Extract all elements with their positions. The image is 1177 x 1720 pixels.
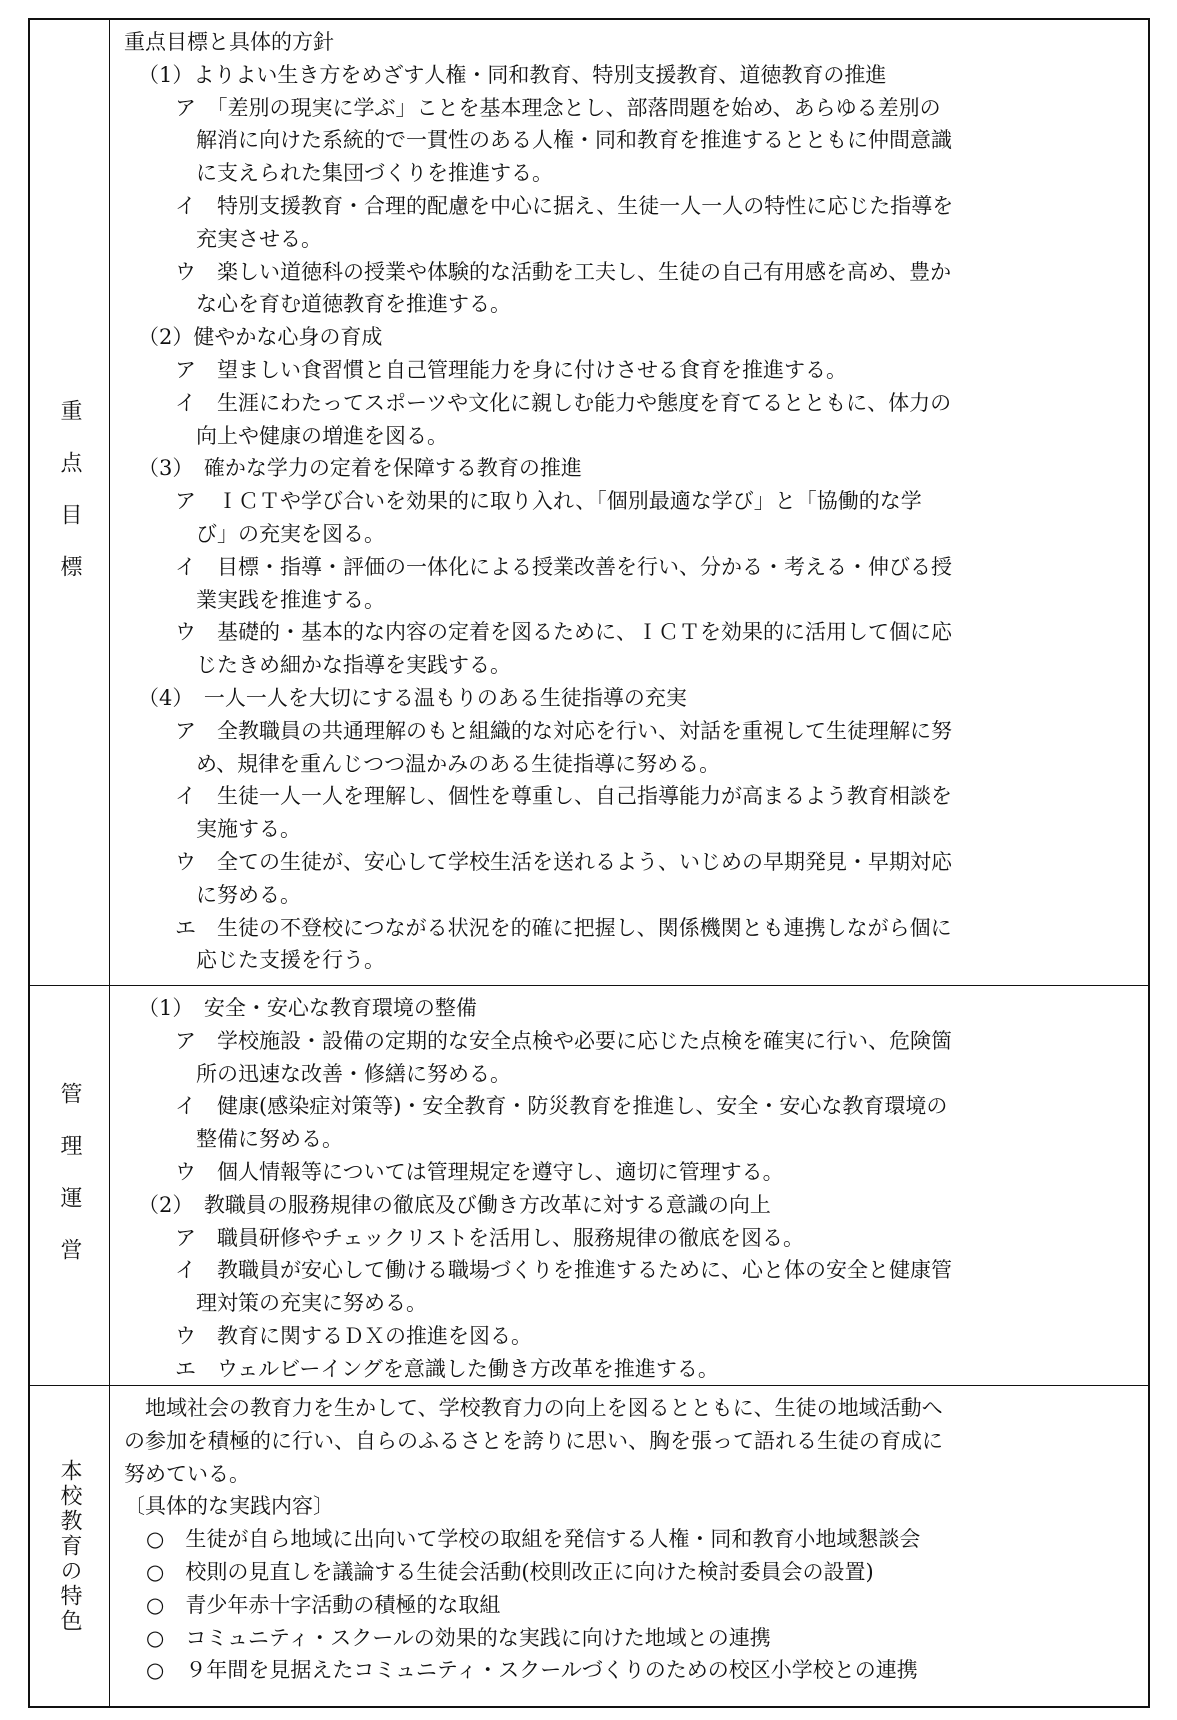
text-line: 理対策の充実に努める。 — [196, 1291, 427, 1316]
text-line: （3） 確かな学力の定着を保障する教育の推進 — [138, 456, 582, 481]
text-line: 地域社会の教育力を生かして、学校教育力の向上を図るとともに、生徒の地域活動へ — [145, 1396, 943, 1420]
text-line: ウ 全ての生徒が、安心して学校生活を送れるよう、いじめの早期発見・早期対応 — [175, 849, 952, 874]
text-line: （1）よりよい生き方をめざす人権・同和教育、特別支援教育、道徳教育の推進 — [138, 62, 887, 87]
text-line: び」の充実を図る。 — [196, 521, 385, 546]
text-line: （4） 一人一人を大切にする温もりのある生徒指導の充実 — [138, 685, 687, 710]
text-line: ア 望ましい食習慣と自己管理能力を身に付けさせる食育を推進する。 — [175, 357, 847, 382]
text-line: 重点目標と具体的方針 — [124, 30, 334, 54]
text-line: 業実践を推進する。 — [196, 587, 385, 612]
text-line: ○ 生徒が自ら地域に出向いて学校の取組を発信する人権・同和教育小地域懇談会 — [146, 1527, 921, 1552]
text-line: ア 全教職員の共通理解のもと組織的な対応を行い、対話を重視して生徒理解に努 — [175, 718, 952, 743]
section-label-school-features: 本校教育の特色 — [57, 1458, 82, 1634]
section-row-priority-goals — [30, 20, 1148, 986]
section-label-cell — [30, 1386, 110, 1706]
section-label-cell — [30, 986, 110, 1385]
text-line: 向上や健康の増進を図る。 — [196, 423, 448, 448]
text-line: （2） 教職員の服務規律の徹底及び働き方改革に対する意識の向上 — [138, 1192, 771, 1217]
text-line: じたきめ細かな指導を実践する。 — [196, 653, 511, 678]
text-line: イ 健康(感染症対策等)・安全教育・防災教育を推進し、安全・安心な教育環境の — [175, 1094, 948, 1119]
text-line: （1） 安全・安心な教育環境の整備 — [138, 996, 477, 1020]
text-line: に努める。 — [196, 882, 301, 907]
text-line: ウ 楽しい道徳科の授業や体験的な活動を工夫し、生徒の自己有用感を高め、豊か — [175, 259, 952, 284]
text-line: ウ 基礎的・基本的な内容の定着を図るために、ＩＣＴを効果的に活用して個に応 — [175, 620, 952, 645]
section-label-cell — [30, 20, 110, 985]
text-line: ○ ９年間を見据えたコミュニティ・スクールづくりのための校区小学校との連携 — [146, 1658, 918, 1683]
section-row-school-features — [30, 1386, 1148, 1706]
section-content-school-features — [110, 1386, 1148, 1706]
text-line: 実施する。 — [196, 817, 301, 842]
text-line: 応じた支援を行う。 — [196, 948, 385, 973]
text-line: イ 目標・指導・評価の一体化による授業改善を行い、分かる・考える・伸びる授 — [175, 554, 952, 579]
text-line: ○ 青少年赤十字活動の積極的な取組 — [146, 1592, 501, 1617]
text-line: ○ 校則の見直しを議論する生徒会活動(校則改正に向けた検討委員会の設置) — [146, 1559, 874, 1584]
section-label-priority-goals: 重点目標 — [57, 398, 82, 607]
text-line: ア 学校施設・設備の定期的な安全点検や必要に応じた点検を確実に行い、危険箇 — [175, 1028, 952, 1053]
text-line: エ 生徒の不登校につながる状況を的確に把握し、関係機関とも連携しながら個に — [175, 915, 952, 940]
text-line: 整備に努める。 — [196, 1127, 343, 1152]
text-line: な心を育む道徳教育を推進する。 — [196, 292, 511, 317]
section-content-priority-goals — [110, 20, 1148, 985]
text-line: 充実させる。 — [196, 226, 322, 251]
text-line: の参加を積極的に行い、自らのふるさとを誇りに思い、胸を張って語れる生徒の育成に — [124, 1428, 943, 1453]
text-line: 解消に向けた系統的で一貫性のある人権・同和教育を推進するとともに仲間意識 — [196, 128, 952, 153]
text-line: に支えられた集団づくりを推進する。 — [196, 161, 553, 186]
text-line: ア 「差別の現実に学ぶ」ことを基本理念とし、部落問題を始め、あらゆる差別の — [175, 95, 941, 120]
text-line: イ 特別支援教育・合理的配慮を中心に据え、生徒一人一人の特性に応じた指導を — [175, 193, 954, 218]
text-line: ウ 個人情報等については管理規定を遵守し、適切に管理する。 — [175, 1159, 784, 1184]
text-line: エ ウェルビーイングを意識した働き方改革を推進する。 — [175, 1356, 719, 1381]
text-line: め、規律を重んじつつ温かみのある生徒指導に努める。 — [196, 751, 721, 776]
text-line: ウ 教育に関するＤＸの推進を図る。 — [175, 1323, 532, 1348]
text-line: 〔具体的な実践内容〕 — [124, 1494, 334, 1519]
text-line: イ 生徒一人一人を理解し、個性を尊重し、自己指導能力が高まるよう教育相談を — [175, 784, 952, 809]
text-line: イ 生涯にわたってスポーツや文化に親しむ能力や態度を育てるとともに、体力の — [175, 390, 952, 415]
section-label-management: 管理運営 — [57, 1081, 82, 1290]
text-line: 所の迅速な改善・修繕に努める。 — [196, 1061, 511, 1086]
text-line: ア ＩＣＴや学び合いを効果的に取り入れ、「個別最適な学び」と「協働的な学 — [175, 489, 922, 514]
text-line: イ 教職員が安心して働ける職場づくりを推進するために、心と体の安全と健康管 — [175, 1258, 952, 1283]
text-line: 努めている。 — [124, 1461, 250, 1486]
text-line: ア 職員研修やチェックリストを活用し、服務規律の徹底を図る。 — [175, 1225, 804, 1250]
section-row-management — [30, 986, 1148, 1386]
text-line: ○ コミュニティ・スクールの効果的な実践に向けた地域との連携 — [146, 1625, 771, 1650]
text-line: （2）健やかな心身の育成 — [138, 325, 383, 350]
policy-table — [28, 18, 1150, 1708]
section-content-management — [110, 986, 1148, 1385]
